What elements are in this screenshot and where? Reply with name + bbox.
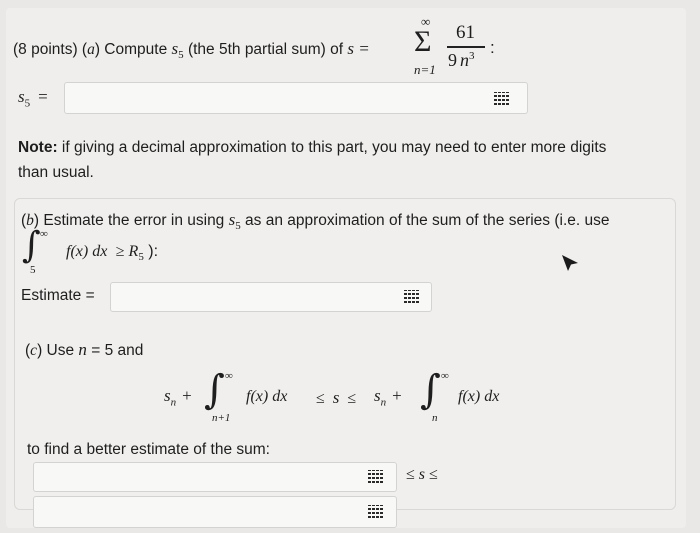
sigma-symbol: Σ: [414, 25, 432, 58]
math-keyboard-icon[interactable]: [368, 470, 384, 483]
upper-bound-input[interactable]: [33, 496, 397, 528]
s5-answer-label: [18, 87, 48, 109]
part-b-integral-expression: [66, 243, 158, 263]
less-equal-sign-2: ≤: [347, 390, 357, 407]
part-b-close: ):: [143, 243, 159, 260]
part-c-letter: c: [30, 342, 38, 359]
integral-sign-2: ∫: [420, 367, 441, 413]
integral-1-lower: n+1: [212, 412, 231, 424]
n-variable: n: [78, 340, 87, 359]
plus-sign-1: +: [182, 386, 192, 405]
part-b-text-2: as an approximation of the sum of the series (i.e. use: [240, 212, 610, 229]
sum-lower-limit: n=1: [414, 62, 436, 77]
s-equals: s =: [347, 39, 370, 58]
series-sum-symbol: s: [332, 388, 340, 407]
integral-sign-1: ∫: [204, 367, 225, 413]
inequality-right: [374, 386, 402, 408]
estimate-label: Estimate =: [21, 287, 95, 304]
s5-subscript: 5: [178, 49, 184, 62]
part-b-letter: b: [26, 212, 34, 229]
part-a-letter: a: [87, 41, 95, 58]
fraction-bar: [447, 46, 485, 48]
integral-2-upper: ∞: [441, 370, 449, 382]
sn2-symbol: s: [374, 386, 381, 405]
part-c-text-1: ) Use: [37, 342, 79, 359]
answer-equals: =: [38, 87, 48, 106]
s5-symbol: s: [171, 39, 179, 58]
fraction-denominator: [448, 50, 475, 71]
note-label: Note:: [18, 139, 58, 156]
integral-2-lower: n: [432, 412, 438, 424]
part-c-question: [25, 340, 143, 360]
sn-symbol: s: [164, 386, 171, 405]
question-colon: :: [490, 38, 495, 57]
part-b-integrand: f(x) dx: [66, 243, 108, 260]
mouse-cursor-icon: [560, 253, 580, 273]
part-c-open: (: [25, 342, 31, 359]
answer-s-subscript: 5: [24, 97, 31, 110]
part-b-integral-sign: ∫: [22, 225, 41, 266]
integral-1-upper: ∞: [225, 370, 233, 382]
estimate-input[interactable]: [110, 282, 432, 312]
note-text: if giving a decimal approximation to this part, you may need to enter more digits: [57, 139, 607, 156]
part-b-text-1: ) Estimate the error in using: [33, 212, 229, 229]
remainder-subscript: 5: [138, 251, 144, 264]
less-equal-sign-1: ≤: [316, 390, 325, 407]
math-keyboard-icon[interactable]: [368, 505, 384, 518]
denominator-coefficient: 9: [448, 50, 457, 70]
part-a-compute-text: ) Compute: [94, 41, 172, 58]
lower-bound-input[interactable]: [33, 462, 397, 492]
answer-s-symbol: s: [18, 87, 25, 106]
part-c-text-2: = 5 and: [86, 342, 144, 359]
part-b-s5-symbol: s: [228, 210, 236, 229]
note-line-2: than usual.: [18, 164, 94, 181]
remainder-symbol: R: [128, 243, 139, 260]
note-line-1: [18, 139, 606, 157]
denominator-exponent: 3: [469, 50, 475, 62]
s5-input[interactable]: [64, 82, 528, 114]
bounds-label: ≤ s ≤: [406, 466, 438, 483]
part-a-partial-sum-text: (the 5th partial sum) of: [183, 41, 348, 58]
part-a-question: [13, 39, 370, 61]
integrand-2: f(x) dx: [458, 388, 500, 405]
part-b-integral-upper: ∞: [40, 228, 48, 240]
fraction-numerator: 61: [456, 22, 475, 43]
part-b-integral-lower: 5: [30, 264, 36, 276]
denominator-variable: n: [460, 50, 469, 70]
math-keyboard-icon[interactable]: [494, 92, 510, 105]
points-prefix: (8 points) (: [13, 41, 88, 58]
part-b-question: [21, 210, 610, 232]
integrand-1: f(x) dx: [246, 388, 288, 405]
plus-sign-2: +: [392, 386, 402, 405]
inequality-middle: [316, 388, 356, 408]
inequality-left: [164, 386, 192, 408]
greater-equal-sign: ≥: [115, 243, 125, 260]
sum-upper-limit: ∞: [421, 14, 431, 29]
math-keyboard-icon[interactable]: [404, 290, 420, 303]
part-b-open: (: [21, 212, 27, 229]
sn2-subscript: n: [380, 396, 387, 409]
sn-subscript: n: [170, 396, 177, 409]
part-c-find-text: to find a better estimate of the sum:: [27, 441, 270, 458]
part-b-s5-subscript: 5: [235, 220, 241, 233]
